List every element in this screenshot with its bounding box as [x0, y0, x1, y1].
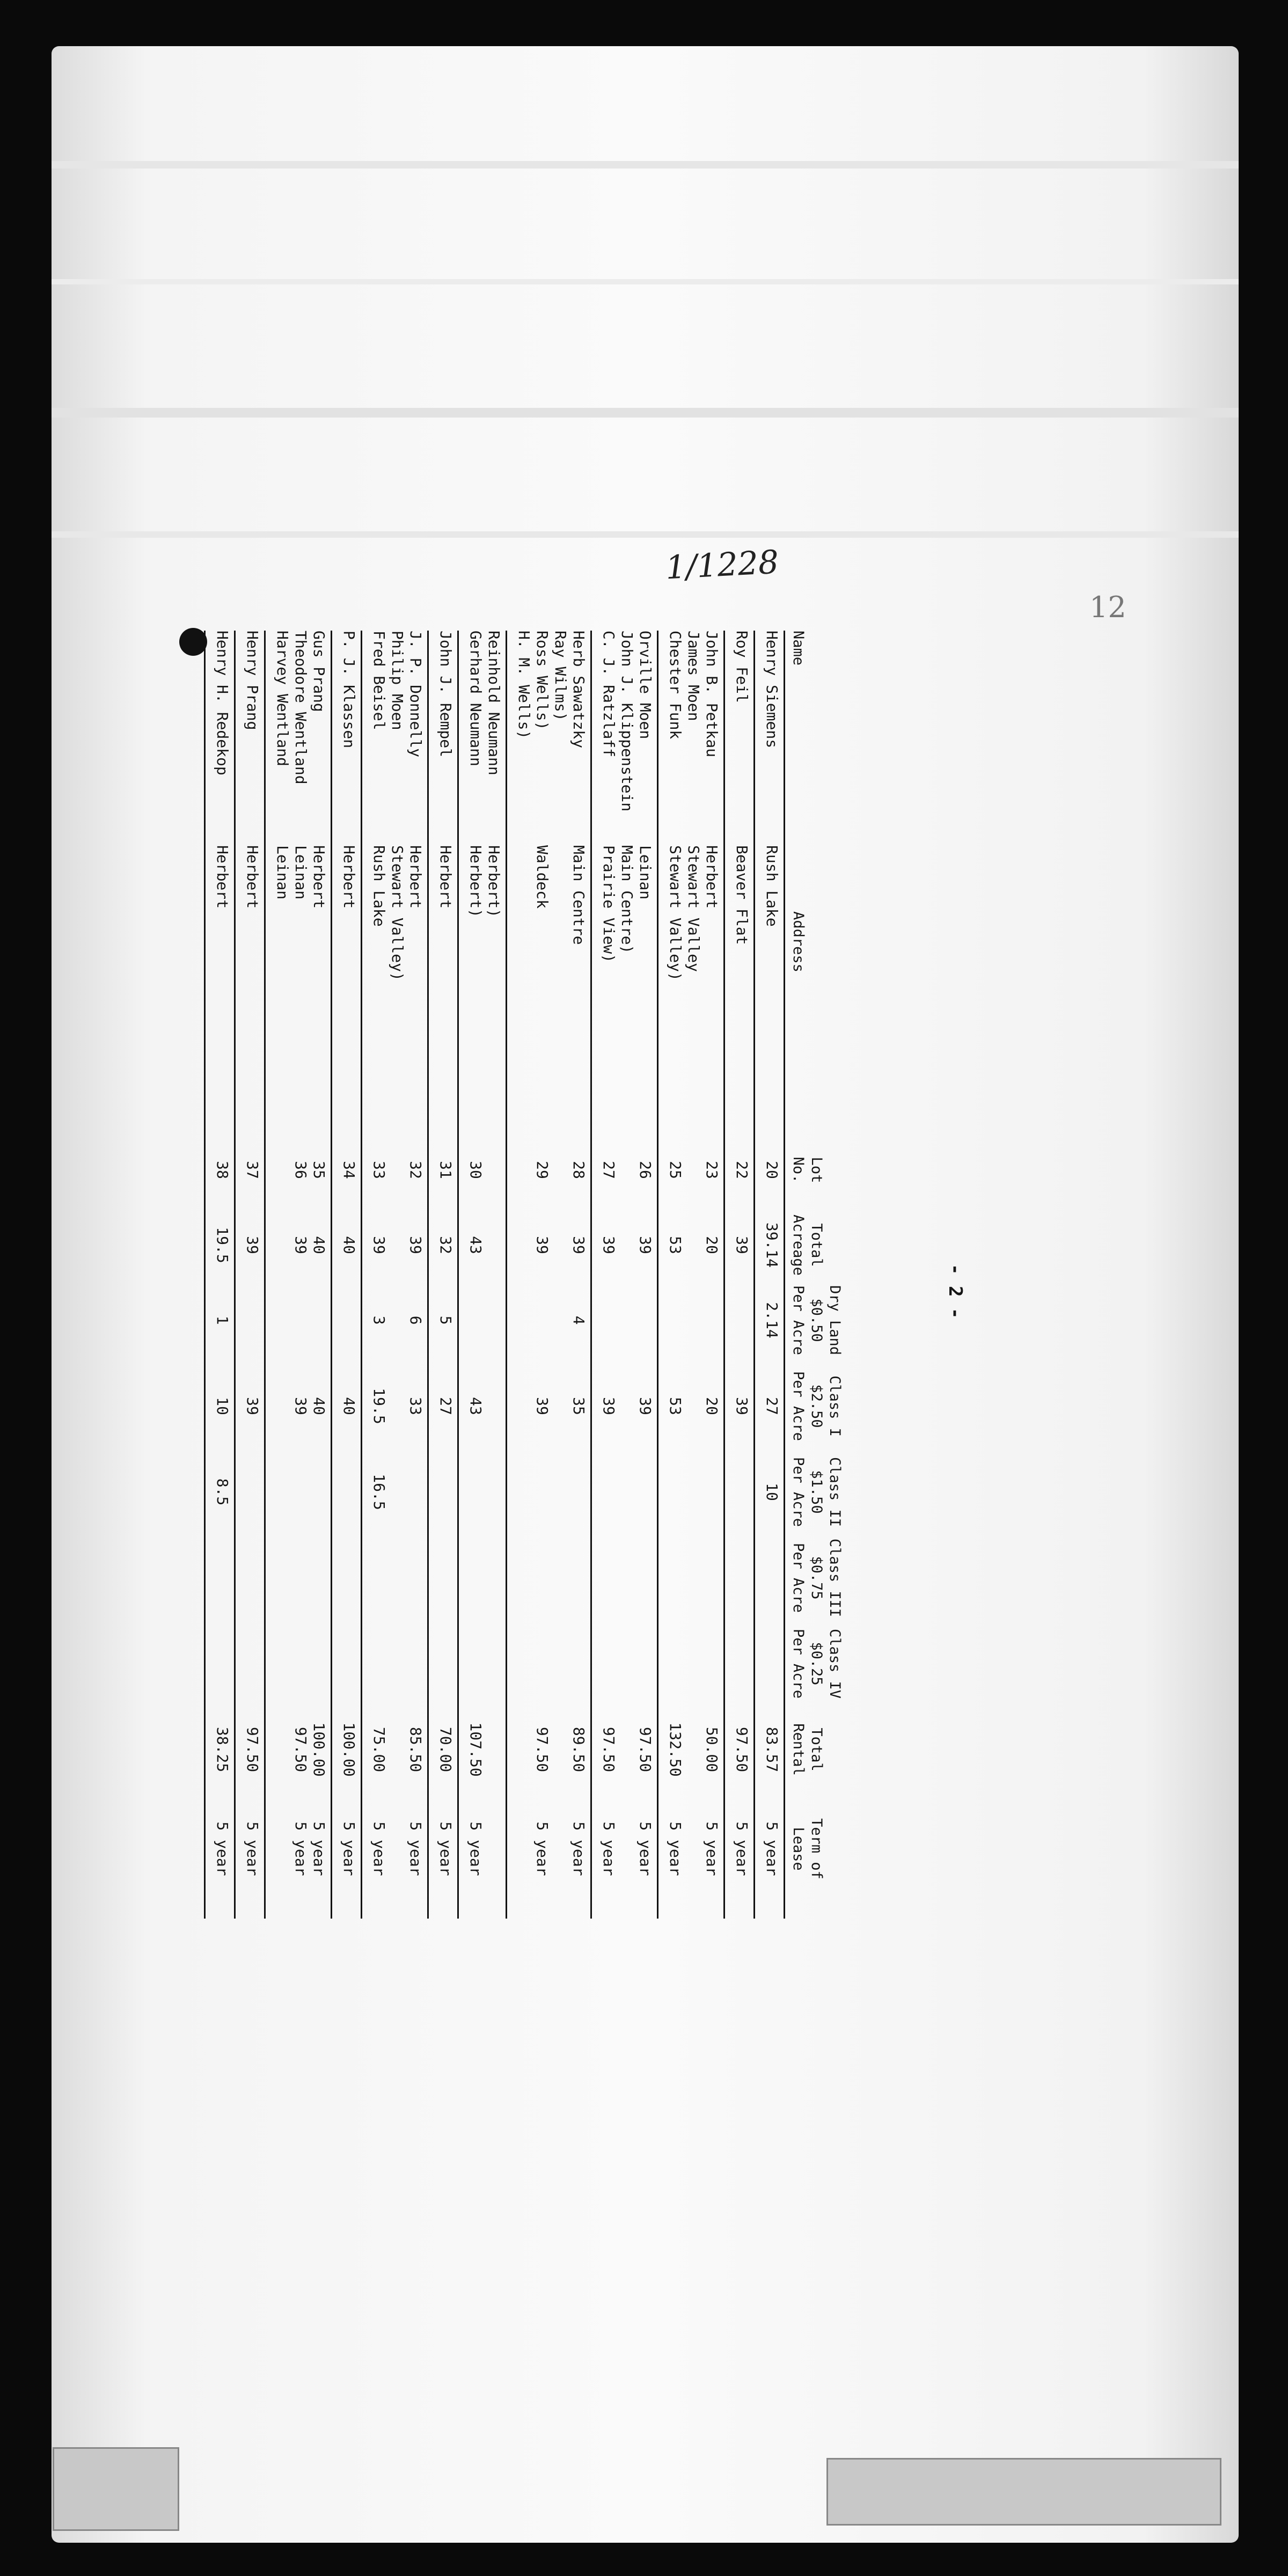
cell-name: John B. Petkau James Moen Chester Funk — [667, 631, 721, 758]
cell-acreage: 39 — [244, 1236, 261, 1254]
cell-lot: 22 — [733, 1161, 751, 1179]
cell-rental: 85.50 75.00 — [370, 1726, 425, 1773]
cell-term: 5 year — [733, 1821, 751, 1876]
cell-term: 5 year 5 year — [292, 1821, 328, 1876]
table-row — [231, 631, 261, 1919]
column-header: Class I $2.50 Per Acre — [790, 1371, 843, 1441]
row-divider — [753, 631, 755, 1919]
column-header: Name — [790, 631, 807, 666]
cell-name: J. P. Donnelly Philip Moen Fred Beisel — [370, 631, 425, 758]
cell-address: Herbert — [437, 845, 455, 909]
cell-term: 5 year — [467, 1821, 485, 1876]
cell-rental: 38.25 — [214, 1726, 231, 1773]
column-header: Term of Lease — [790, 1818, 825, 1879]
scan-streak — [52, 161, 1239, 169]
cell-lot: 23 25 — [667, 1161, 721, 1179]
cell-rental: 100.00 97.50 — [292, 1722, 328, 1777]
column-header: Class II $1.50 Per Acre — [790, 1457, 843, 1527]
cell-name: P. J. Klassen — [340, 631, 358, 749]
lease-table — [161, 631, 966, 1919]
cell-name: Orville Moen John J. Klippenstein C. J. Ratzlaff — [600, 631, 654, 812]
cell-acreage: 40 39 — [292, 1236, 328, 1254]
cell-c1: 10 — [214, 1397, 231, 1415]
row-divider — [590, 631, 592, 1919]
cell-acreage: 43 — [467, 1236, 485, 1254]
cell-term: 5 year — [437, 1821, 455, 1876]
cell-name: Henry Prang — [244, 631, 261, 730]
scan-clip — [53, 2447, 179, 2531]
row-divider — [361, 631, 362, 1919]
cell-address: Herbert Leinan Leinan — [274, 845, 328, 909]
cell-term: 5 year — [340, 1821, 358, 1876]
cell-dry: 6 3 — [370, 1315, 425, 1325]
cell-acreage: 39 39 — [533, 1236, 588, 1254]
row-divider — [723, 631, 725, 1919]
cell-name: John J. Rempel — [437, 631, 455, 758]
table-row — [654, 631, 721, 1919]
page-mark: 12 — [1089, 590, 1126, 624]
cell-c1: 27 — [763, 1397, 781, 1415]
cell-c1: 40 — [340, 1397, 358, 1415]
table-row — [425, 631, 455, 1919]
table-row — [588, 631, 654, 1919]
row-divider — [427, 631, 429, 1919]
row-divider — [457, 631, 459, 1919]
table-row — [201, 631, 231, 1919]
cell-c1: 43 — [467, 1397, 485, 1415]
cell-rental: 50.00 132.50 — [667, 1722, 721, 1777]
row-divider — [234, 631, 236, 1919]
cell-lot: 30 — [467, 1161, 485, 1179]
cell-dry: 2.14 — [763, 1302, 781, 1338]
cell-name: Herb Sawatzky Ray Wilms) Ross Wells) H. M. Wells) — [515, 631, 588, 749]
cell-name: Henry Siemens — [763, 631, 781, 749]
cell-address: Herbert) Herbert) — [467, 845, 503, 918]
cell-lot: 38 — [214, 1161, 231, 1179]
cell-address: Herbert Stewart Valley) Rush Lake — [370, 845, 425, 981]
cell-acreage: 39.14 — [763, 1222, 781, 1268]
cell-c1: 39 — [733, 1397, 751, 1415]
cell-acreage: 19.5 — [214, 1227, 231, 1263]
cell-name: Reinhold Neumann Gerhard Neumann — [467, 631, 503, 775]
cell-address: Herbert Stewart Valley Stewart Valley) — [667, 845, 721, 981]
table-row — [721, 631, 751, 1919]
cell-dry: 4 — [570, 1315, 588, 1325]
cell-acreage: 39 39 — [600, 1236, 654, 1254]
column-header: Total Rental — [790, 1723, 825, 1776]
cell-address: Main Centre Waldeck — [533, 845, 588, 945]
cell-c1: 27 — [437, 1397, 455, 1415]
cell-rental: 83.57 — [763, 1726, 781, 1773]
cell-dry: 5 — [437, 1315, 455, 1325]
cell-term: 5 year — [244, 1821, 261, 1876]
cell-lot: 37 — [244, 1161, 261, 1179]
cell-rental: 70.00 — [437, 1726, 455, 1773]
cell-c2: 16.5 — [370, 1474, 388, 1510]
cell-dry: 1 — [214, 1315, 231, 1325]
cell-address: Herbert — [214, 845, 231, 909]
cell-acreage: 39 — [733, 1236, 751, 1254]
table-row — [503, 631, 588, 1919]
scan-streak — [52, 531, 1239, 538]
row-divider — [331, 631, 332, 1919]
cell-rental: 97.50 — [244, 1726, 261, 1773]
cell-rental: 97.50 — [733, 1726, 751, 1773]
scan-streak — [52, 408, 1239, 418]
cell-rental: 89.50 97.50 — [533, 1726, 588, 1773]
column-header: Class IV $0.25 Per Acre — [790, 1628, 843, 1699]
column-header: Class III $0.75 Per Acre — [790, 1538, 843, 1618]
row-divider — [204, 631, 206, 1919]
cell-lot: 28 29 — [533, 1161, 588, 1179]
row-divider — [657, 631, 658, 1919]
handwritten-number: 1/1228 — [664, 543, 780, 587]
cell-c1: 40 39 — [292, 1397, 328, 1415]
cell-name: Roy Feil — [733, 631, 751, 703]
cell-c1: 33 19.5 — [370, 1388, 425, 1424]
cell-address: Leinan Main Centre) Prairie View) — [600, 845, 654, 963]
scan-streak — [52, 279, 1239, 284]
row-divider — [506, 631, 507, 1919]
cell-lot: 35 36 — [292, 1161, 328, 1179]
table-row — [261, 631, 328, 1919]
table-header — [789, 631, 934, 1919]
cell-term: 5 year 5 year — [370, 1821, 425, 1876]
row-divider — [264, 631, 266, 1919]
table-row — [328, 631, 358, 1919]
cell-lot: 20 — [763, 1161, 781, 1179]
cell-address: Rush Lake — [763, 845, 781, 927]
cell-c1: 39 39 — [600, 1397, 654, 1415]
cell-address: Beaver Flat — [733, 845, 751, 945]
cell-rental: 107.50 — [467, 1722, 485, 1777]
cell-c2: 10 — [763, 1483, 781, 1501]
cell-rental: 100.00 — [340, 1722, 358, 1777]
cell-c1: 20 53 — [667, 1397, 721, 1415]
row-divider — [784, 631, 785, 1919]
cell-lot: 32 33 — [370, 1161, 425, 1179]
cell-c1: 39 — [244, 1397, 261, 1415]
cell-acreage: 20 53 — [667, 1236, 721, 1254]
cell-lot: 26 27 — [600, 1161, 654, 1179]
cell-lot: 34 — [340, 1161, 358, 1179]
cell-c1: 35 39 — [533, 1397, 588, 1415]
cell-term: 5 year — [214, 1821, 231, 1876]
scan-clip — [826, 2458, 1221, 2526]
cell-address: Herbert — [244, 845, 261, 909]
page-title: - 2 - — [945, 1264, 966, 1319]
cell-rental: 97.50 97.50 — [600, 1726, 654, 1773]
cell-term: 5 year 5 year — [600, 1821, 654, 1876]
cell-term: 5 year 5 year — [667, 1821, 721, 1876]
cell-name: Gus Prang Theodore Wentland Harvey Wentland — [274, 631, 328, 785]
cell-term: 5 year 5 year — [533, 1821, 588, 1876]
column-header: Dry Land $0.50 Per Acre — [790, 1285, 843, 1356]
cell-address: Herbert — [340, 845, 358, 909]
table-row — [751, 631, 781, 1919]
cell-lot: 31 — [437, 1161, 455, 1179]
cell-acreage: 39 39 — [370, 1236, 425, 1254]
cell-name: Henry H. Redekop — [214, 631, 231, 775]
cell-term: 5 year — [763, 1821, 781, 1876]
cell-acreage: 32 — [437, 1236, 455, 1254]
column-header: Lot No. — [790, 1157, 825, 1183]
column-header: Total Acreage — [790, 1214, 825, 1276]
column-header: Address — [790, 911, 807, 972]
table-row — [358, 631, 425, 1919]
table-row — [455, 631, 503, 1919]
cell-acreage: 40 — [340, 1236, 358, 1254]
cell-c2: 8.5 — [214, 1478, 231, 1506]
